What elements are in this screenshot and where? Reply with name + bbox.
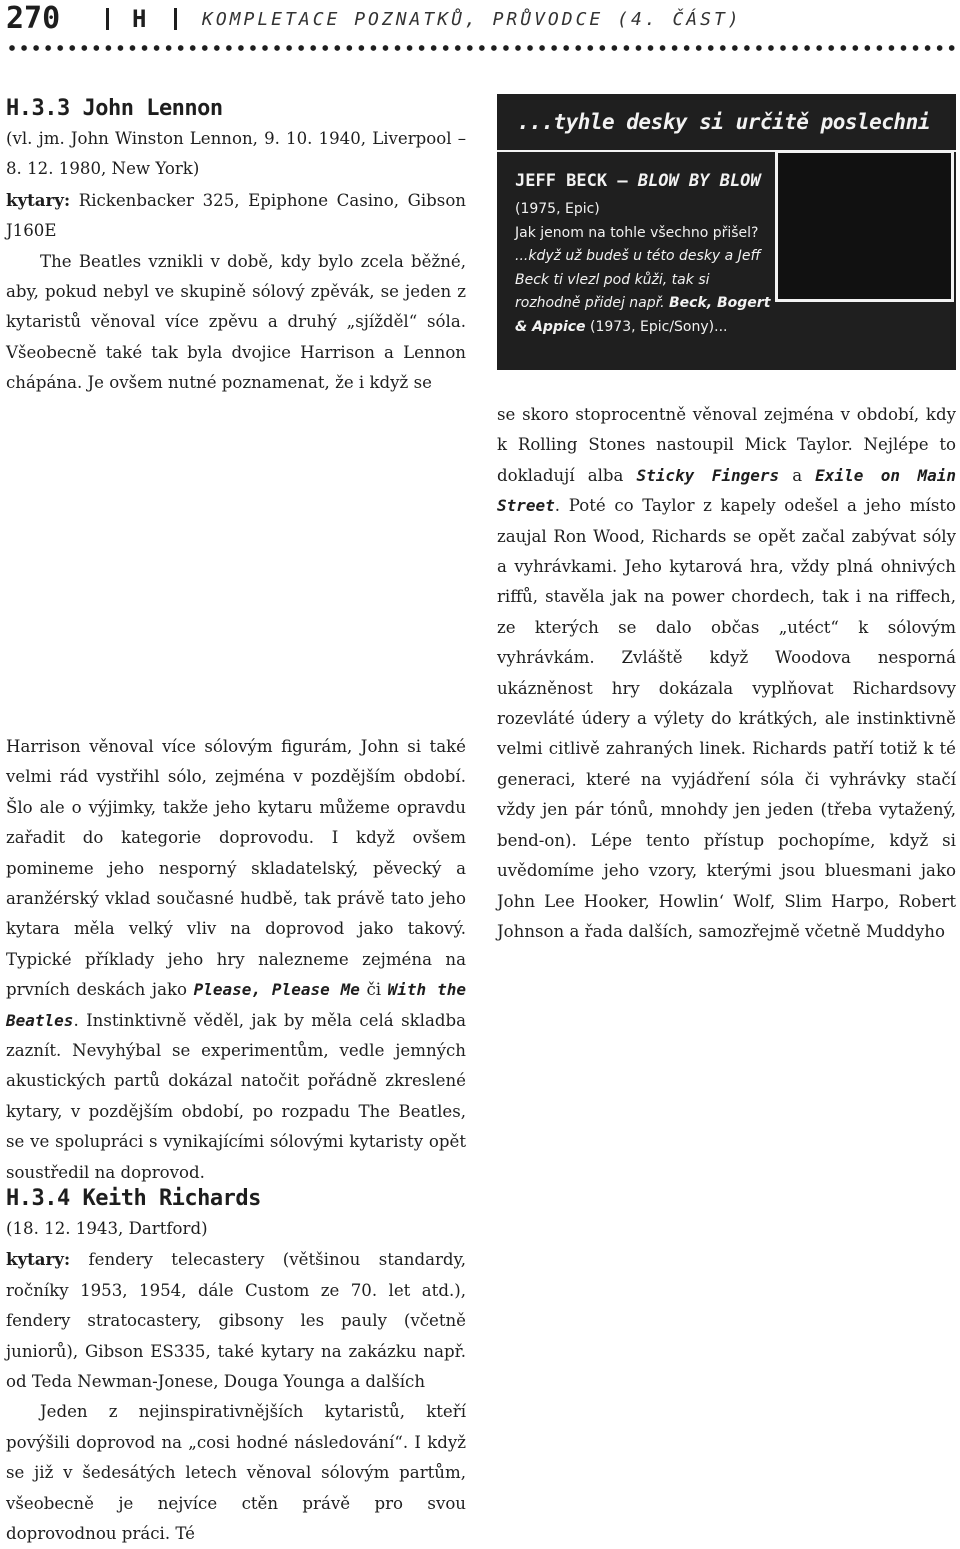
box-text [515, 164, 777, 340]
album-sticky-fingers: Sticky Fingers [636, 465, 780, 485]
album-name: BLOW BY BLOW [637, 171, 761, 191]
lennon-guitars-label: kytary: [6, 189, 71, 210]
richards-paragraph-2 [497, 400, 956, 947]
lennon-text: Harrison věnoval více sólovým figurám, John si také velmi rád vystřihl sólo, zejména v pozdějším období. Šlo ale o výjimky, takže jeho kytaru můžeme opravdu zařadit do kategorie doprovodu. I když ovšem pomineme jeho nesporný skladatelský, pěvecký a aranžérský vklad současné hudbě, tak právě tato jeho kytara měla velký vliv na doprovod jako takový. Typické příklady jeho hry nalezneme zejména na prvních deskách jako [6, 737, 466, 1000]
richards-text: se skoro stoprocentně věnoval zejména v období, kdy k Rolling Stones nastoupil Mick Taylor. Nejlépe to dokladují alba [497, 405, 956, 485]
dotted-divider [6, 44, 956, 52]
lennon-bio: (vl. jm. John Winston Lennon, 9. 10. 1940, Liverpool – 8. 12. 1980, New York) [6, 129, 466, 179]
chapter-letter: H [132, 5, 147, 33]
header-separator [106, 8, 109, 30]
box-title: ...tyhle desky si určitě poslechni [517, 110, 930, 134]
header-separator [174, 8, 177, 30]
album-with-the-beatles: With the Beatles [6, 980, 467, 1030]
album-tip-text: ...když už budeš u této desky a Jeff Beck ti vlezl pod kůži, tak si rozhodně přidej např. [515, 248, 761, 312]
album-exile-on-main-street: Exile on Main Street [497, 465, 956, 516]
page-number: 270 [6, 1, 61, 36]
richards-guitars [6, 1244, 466, 1397]
lennon-guitars-list: Rickenbacker 325, Epiphone Casino, Gibson J160E [6, 190, 466, 241]
recommended-records-box [497, 94, 956, 370]
lennon-text: . Instinktivně věděl, jak by měla celá skladba zaznít. Nevyhýbal se experimentům, vedle jemných akustických partů dokázal natočit pořádně zkreslené kytary, v pozdějším období, po rozpadu The Beatles, se ve spolupráci s vynikajícími sólovými kytaristy opět soustředil na doprovod. [6, 1010, 466, 1182]
lennon-paragraph-2 [6, 732, 466, 1188]
richards-heading: H.3.4 Keith Richards [6, 1186, 261, 1211]
richards-paragraph-1: Jeden z nejinspirativnějších kytaristů, kteří povýšili doprovod na „cosi hodné následování“. I když se již v šedesátých letech věnoval sólovým partům, všeobecně je nejvíce ctěn právě pro svou doprovodnou práci. Té [6, 1402, 466, 1544]
richards-bio: (18. 12. 1943, Dartford) [6, 1219, 208, 1238]
richards-text: . Poté co Taylor z kapely odešel a jeho místo zaujal Ron Wood, Richards se opět začal zabývat sóly a vyhrávkami. Jeho kytarová hra, vždy plná ohnivých riffů, stavěla jak na power chordech, tak i na riffech, ze kterých se dalo občas „utéct“ k sólovým vyhrávkám. Zvláště když Woodova nesporná ukázněnost hry dokázala vyplňovat Richardsovy rozevláté údery a výlety do krátkých, ale instinktivně velmi citlivě zahraných linek. Richards patří totiž k té generaci, které na vyjádření sóla či vyhrávky stačí vždy jen pár tónů, mnohdy jen jeden (třeba vytažený, bend-on). Lépe tento přístup pochopíme, když si uvědomíme jeho vzory, kterými jsou bluesmani jako John Lee Hooker, Howlin‘ Wolf, Slim Harpo, Robert Johnson a řada dalších, samozřejmě včetně Muddyho [497, 496, 956, 941]
chapter-title: KOMPLETACE POZNATKŮ, PRŮVODCE (4. ČÁST) [202, 9, 742, 30]
lennon-section-top [6, 94, 466, 399]
richards-guitars-list: fendery telecastery (většinou standardy, ročníky 1953, 1954, dále Custom ze 70. let atd.), fendery stratocastery, gibsony les pauly (včetně juniorů), Gibson ES335, také kytary na zakázku např. od Teda Newman-Jonese, Douga Younga a dalších [6, 1250, 466, 1392]
album-tip [515, 245, 777, 339]
album-release: (1975, Epic) [515, 201, 600, 217]
page-header [6, 0, 956, 40]
album-comment: Jak jenom na tohle všechno přišel? [515, 224, 759, 241]
album-cover-image [775, 150, 954, 302]
album-title [515, 164, 777, 198]
lennon-text: či [359, 980, 388, 1000]
album-artist: JEFF BECK – [515, 171, 638, 191]
album-tip-release: (1973, Epic/Sony)... [585, 318, 728, 335]
lennon-section-bottom [6, 732, 466, 1188]
album-tip-name: Beck, Bogert & Appice [515, 295, 771, 335]
album-please-please-me: Please, Please Me [193, 980, 360, 1000]
lennon-guitars [6, 185, 466, 247]
lennon-heading: H.3.3 John Lennon [6, 96, 223, 121]
richards-section [6, 1184, 466, 1549]
richards-section-continued [497, 400, 956, 947]
richards-text: a [779, 465, 816, 485]
lennon-paragraph-1: The Beatles vznikli v době, kdy bylo zcela běžné, aby, pokud nebyl ve skupině sólový zpěvák, se jeden z kytaristů věnoval více zpěvu a druhý „sjížděl“ sóla. Všeobecně také tak byla dvojice Harrison a Lennon chápána. Je ovšem nutné poznamenat, že i když se [6, 251, 466, 393]
richards-guitars-label: kytary: [6, 1249, 71, 1270]
